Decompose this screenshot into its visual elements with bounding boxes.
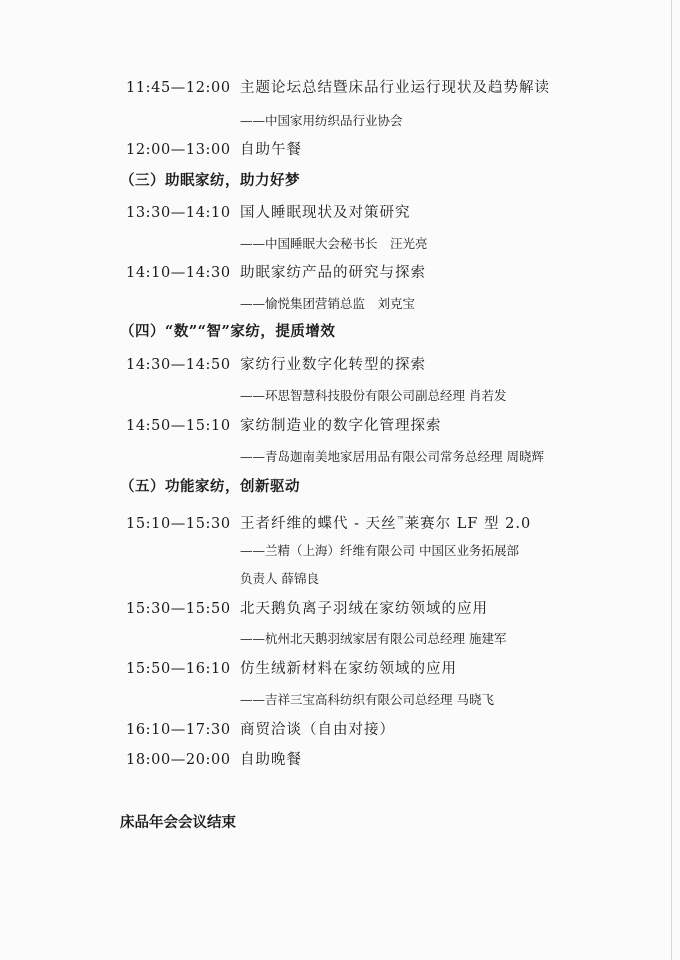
agenda-speaker: ——愉悦集团营销总监 刘克宝 (240, 296, 416, 311)
section-heading: （四）“数”“智”家纺，提质增效 (120, 323, 336, 340)
agenda-title: 主题论坛总结暨床品行业运行现状及趋势解读 (240, 80, 550, 96)
agenda-time: 14:50—15:10 (126, 418, 231, 434)
agenda-speaker: ——吉祥三宝高科纺织有限公司总经理 马晓飞 (240, 692, 494, 707)
agenda-title: 自助午餐 (240, 142, 302, 158)
agenda-speaker: ——兰精（上海）纤维有限公司 中国区业务拓展部 (240, 543, 519, 558)
agenda-speaker-continued: 负责人 薛锦良 (240, 571, 319, 586)
agenda-title: 仿生绒新材料在家纺领域的应用 (240, 661, 457, 677)
agenda-item (126, 354, 426, 376)
page-edge-line (671, 0, 672, 960)
agenda-time: 11:45—12:00 (126, 80, 231, 96)
agenda-speaker: ——中国家用纺织品行业协会 (240, 113, 403, 128)
agenda-title: 国人睡眠现状及对策研究 (240, 205, 411, 221)
agenda-item (126, 77, 550, 99)
agenda-speaker: ——青岛迦南美地家居用品有限公司常务总经理 周晓辉 (240, 449, 544, 464)
agenda-item (126, 202, 411, 224)
agenda-time: 15:30—15:50 (126, 601, 231, 617)
agenda-item (126, 719, 395, 741)
agenda-item (126, 749, 302, 771)
agenda-time: 18:00—20:00 (126, 752, 231, 768)
agenda-time: 14:30—14:50 (126, 357, 231, 373)
section-heading: （三）助眠家纺，助力好梦 (120, 172, 300, 189)
agenda-item (126, 598, 488, 620)
agenda-item (126, 509, 531, 531)
closing-text: 床品年会会议结束 (120, 814, 236, 831)
agenda-title-part: 王者纤维的蝶代 - 天丝 (240, 516, 397, 532)
agenda-title: 北天鹅负离子羽绒在家纺领域的应用 (240, 601, 488, 617)
agenda-item (126, 415, 442, 437)
agenda-speaker: ——环思智慧科技股份有限公司副总经理 肖若发 (240, 388, 507, 403)
section-heading: （五）功能家纺，创新驱动 (120, 478, 300, 495)
agenda-time: 15:10—15:30 (126, 516, 231, 532)
agenda-speaker: ——杭州北天鹅羽绒家居有限公司总经理 施建军 (240, 631, 507, 646)
agenda-time: 16:10—17:30 (126, 722, 231, 738)
agenda-speaker: ——中国睡眠大会秘书长 汪光亮 (240, 236, 428, 251)
agenda-title: 家纺行业数字化转型的探索 (240, 357, 426, 373)
agenda-title: 自助晚餐 (240, 752, 302, 768)
agenda-title: 商贸洽谈（自由对接） (240, 722, 395, 738)
agenda-time: 14:10—14:30 (126, 265, 231, 281)
agenda-time: 12:00—13:00 (126, 142, 231, 158)
agenda-title (240, 509, 531, 535)
agenda-time: 13:30—14:10 (126, 205, 231, 221)
trademark-symbol: ™ (396, 515, 405, 524)
agenda-time: 15:50—16:10 (126, 661, 231, 677)
agenda-item (126, 139, 302, 161)
agenda-item (126, 262, 426, 284)
agenda-title: 助眠家纺产品的研究与探索 (240, 265, 426, 281)
agenda-title-part: 莱赛尔 LF 型 2.0 (404, 516, 532, 532)
agenda-title: 家纺制造业的数字化管理探索 (240, 418, 442, 434)
agenda-item (126, 658, 457, 680)
